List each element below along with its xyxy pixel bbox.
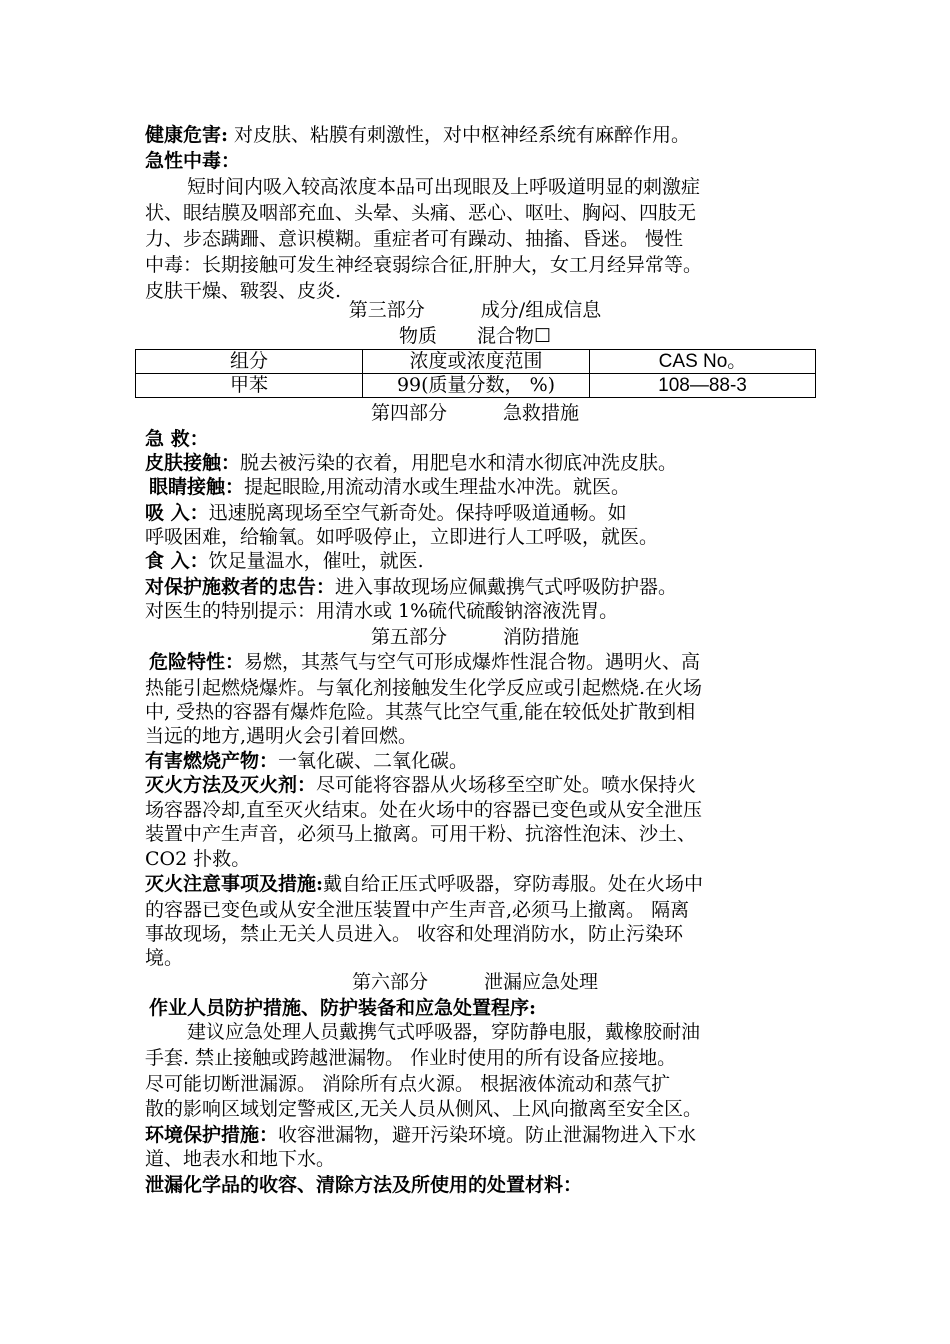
firefighting-line: 事故现场，禁止无关人员进入。 收容和处理消防水，防止污染环 — [145, 923, 684, 945]
firefighting-line: 境。 — [145, 947, 184, 969]
part6-title-left: 第六部分 — [351, 971, 428, 993]
combustion-products-text: 一氧化碳、二氧化碳。 — [278, 750, 469, 772]
acute-line: 中毒：长期接触可发生神经衰弱综合征,肝肿大，女工月经异常等。 — [145, 254, 703, 276]
combustion-products-label: 有害燃烧产物： — [145, 750, 279, 772]
skin-contact-text: 脱去被污染的衣着，用肥皂水和清水彻底冲洗皮肤。 — [240, 452, 678, 474]
acute-line: 短时间内吸入较高浓度本品可出现眼及上呼吸道明显的刺激症 — [187, 176, 701, 198]
extinguish-line: 装置中产生声音，必须马上撤离。可用干粉、抗溶性泡沫、沙土、 — [145, 823, 697, 845]
firefighting-notes-line — [145, 872, 703, 896]
env-protection-label: 环境保护措施： — [145, 1124, 279, 1146]
part4-title — [145, 401, 805, 425]
part3-title-right: 成分/组成信息 — [480, 299, 602, 321]
inhalation-line — [145, 501, 627, 525]
inhalation-line-2: 呼吸困难，给输氧。如呼吸停止，立即进行人工呼吸，就医。 — [145, 526, 659, 548]
substance-line — [145, 324, 805, 348]
acute-line: 皮肤干燥、皲裂、皮炎. — [145, 280, 342, 302]
eye-contact-text: 提起眼睑,用流动清水或生理盐水冲洗。就医。 — [244, 476, 631, 498]
ingestion-line — [145, 549, 424, 573]
eye-contact-line — [149, 475, 630, 499]
substance-label: 物质 — [398, 325, 437, 347]
extinguish-method-line — [145, 773, 696, 797]
rescuer-advice-line — [145, 575, 677, 599]
firefighting-line: 的容器已变色或从安全泄压装置中产生声音,必须马上撤离。 隔离 — [145, 899, 690, 921]
personnel-protection-label: 作业人员防护措施、防护装备和应急处置程序: — [149, 997, 537, 1019]
part5-title-right: 消防措施 — [503, 626, 580, 648]
health-hazard-line — [145, 123, 690, 147]
personnel-line: 建议应急处理人员戴携气式呼吸器，穿防静电服，戴橡胶耐油 — [187, 1021, 701, 1043]
health-hazard-text: 对皮肤、粘膜有刺激性，对中枢神经系统有麻醉作用。 — [228, 124, 691, 146]
personnel-line: 尽可能切断泄漏源。 消除所有点火源。 根据液体流动和蒸气扩 — [145, 1073, 671, 1095]
eye-contact-label: 眼睛接触： — [149, 476, 245, 498]
combustion-products-line — [145, 749, 468, 773]
table-cell: 甲苯 — [136, 374, 363, 398]
table-header-cell: 浓度或浓度范围 — [363, 350, 590, 374]
health-hazard-label: 健康危害: — [145, 124, 229, 146]
cleanup-label: 泄漏化学品的收容、清除方法及所使用的处置材料： — [145, 1174, 583, 1196]
mixture-label: 混合物☐ — [476, 325, 552, 347]
hazard-label: 危险特性： — [149, 651, 245, 673]
part6-title — [145, 970, 805, 994]
part3-title-left: 第三部分 — [348, 299, 425, 321]
table-header-cell: CAS No。 — [590, 350, 816, 374]
table-cell: 108—88-3 — [590, 374, 816, 398]
hazard-line — [149, 650, 700, 674]
part3-title — [145, 298, 805, 322]
rescuer-advice-label: 对保护施救者的忠告： — [145, 576, 336, 598]
env-protection-line-2: 道、地表水和地下水。 — [145, 1148, 336, 1170]
firefighting-notes-label: 灭火注意事项及措施: — [145, 873, 324, 895]
part5-title-left: 第五部分 — [370, 626, 447, 648]
hazard-line: 当远的地方,遇明火会引着回燃。 — [145, 725, 418, 747]
extinguish-method-label: 灭火方法及灭火剂： — [145, 774, 317, 796]
table-row — [136, 374, 816, 398]
ingestion-text: 饮足量温水，催吐，就医. — [208, 550, 424, 572]
table-cell: 99(质量分数， %) — [363, 374, 590, 398]
table-header-row — [136, 350, 816, 374]
personnel-line: 散的影响区域划定警戒区,无关人员从侧风、上风向撤离至安全区。 — [145, 1098, 703, 1120]
extinguish-line: 场容器冷却,直至灭火结束。处在火场中的容器已变色或从安全泄压 — [145, 799, 703, 821]
acute-line: 力、步态蹒跚、意识模糊。重症者可有躁动、抽搐、昏迷。 慢性 — [145, 228, 684, 250]
skin-contact-line — [145, 451, 677, 475]
skin-contact-label: 皮肤接触： — [145, 452, 241, 474]
composition-table — [135, 349, 816, 398]
acute-line: 状、眼结膜及咽部充血、头晕、头痛、恶心、呕吐、胸闷、四肢无 — [145, 202, 697, 224]
part4-title-left: 第四部分 — [370, 402, 447, 424]
hazard-text: 易燃，其蒸气与空气可形成爆炸性混合物。遇明火、高 — [244, 651, 701, 673]
inhalation-label: 吸 入： — [145, 502, 209, 524]
extinguish-method-text: 尽可能将容器从火场移至空旷处。喷水保持火 — [316, 774, 697, 796]
part6-title-right: 泄漏应急处理 — [484, 971, 599, 993]
part5-title — [145, 625, 805, 649]
extinguish-line: CO2 扑救。 — [145, 848, 251, 870]
hazard-line: 中, 受热的容器有爆炸危险。其蒸气比空气重,能在较低处扩散到相 — [145, 701, 696, 723]
rescue-label: 急 救： — [145, 428, 209, 450]
table-header-cell: 组分 — [136, 350, 363, 374]
env-protection-line — [145, 1123, 696, 1147]
hazard-line: 热能引起燃烧爆炸。与氧化剂接触发生化学反应或引起燃烧.在火场 — [145, 677, 703, 699]
part4-title-right: 急救措施 — [503, 402, 580, 424]
firefighting-notes-text: 戴自给正压式呼吸器，穿防毒服。处在火场中 — [323, 873, 704, 895]
personnel-line: 手套. 禁止接触或跨越泄漏物。 作业时使用的所有设备应接地。 — [145, 1047, 677, 1069]
acute-poisoning-label: 急性中毒： — [145, 150, 241, 172]
doctor-note: 对医生的特别提示：用清水或 1%硫代硫酸钠溶液洗胃。 — [145, 600, 619, 622]
ingestion-label: 食 入： — [145, 550, 209, 572]
rescuer-advice-text: 进入事故现场应佩戴携气式呼吸防护器。 — [335, 576, 678, 598]
env-protection-text: 收容泄漏物，避开污染环境。防止泄漏物进入下水 — [278, 1124, 697, 1146]
inhalation-text: 迅速脱离现场至空气新奇处。保持呼吸道通畅。如 — [208, 502, 627, 524]
